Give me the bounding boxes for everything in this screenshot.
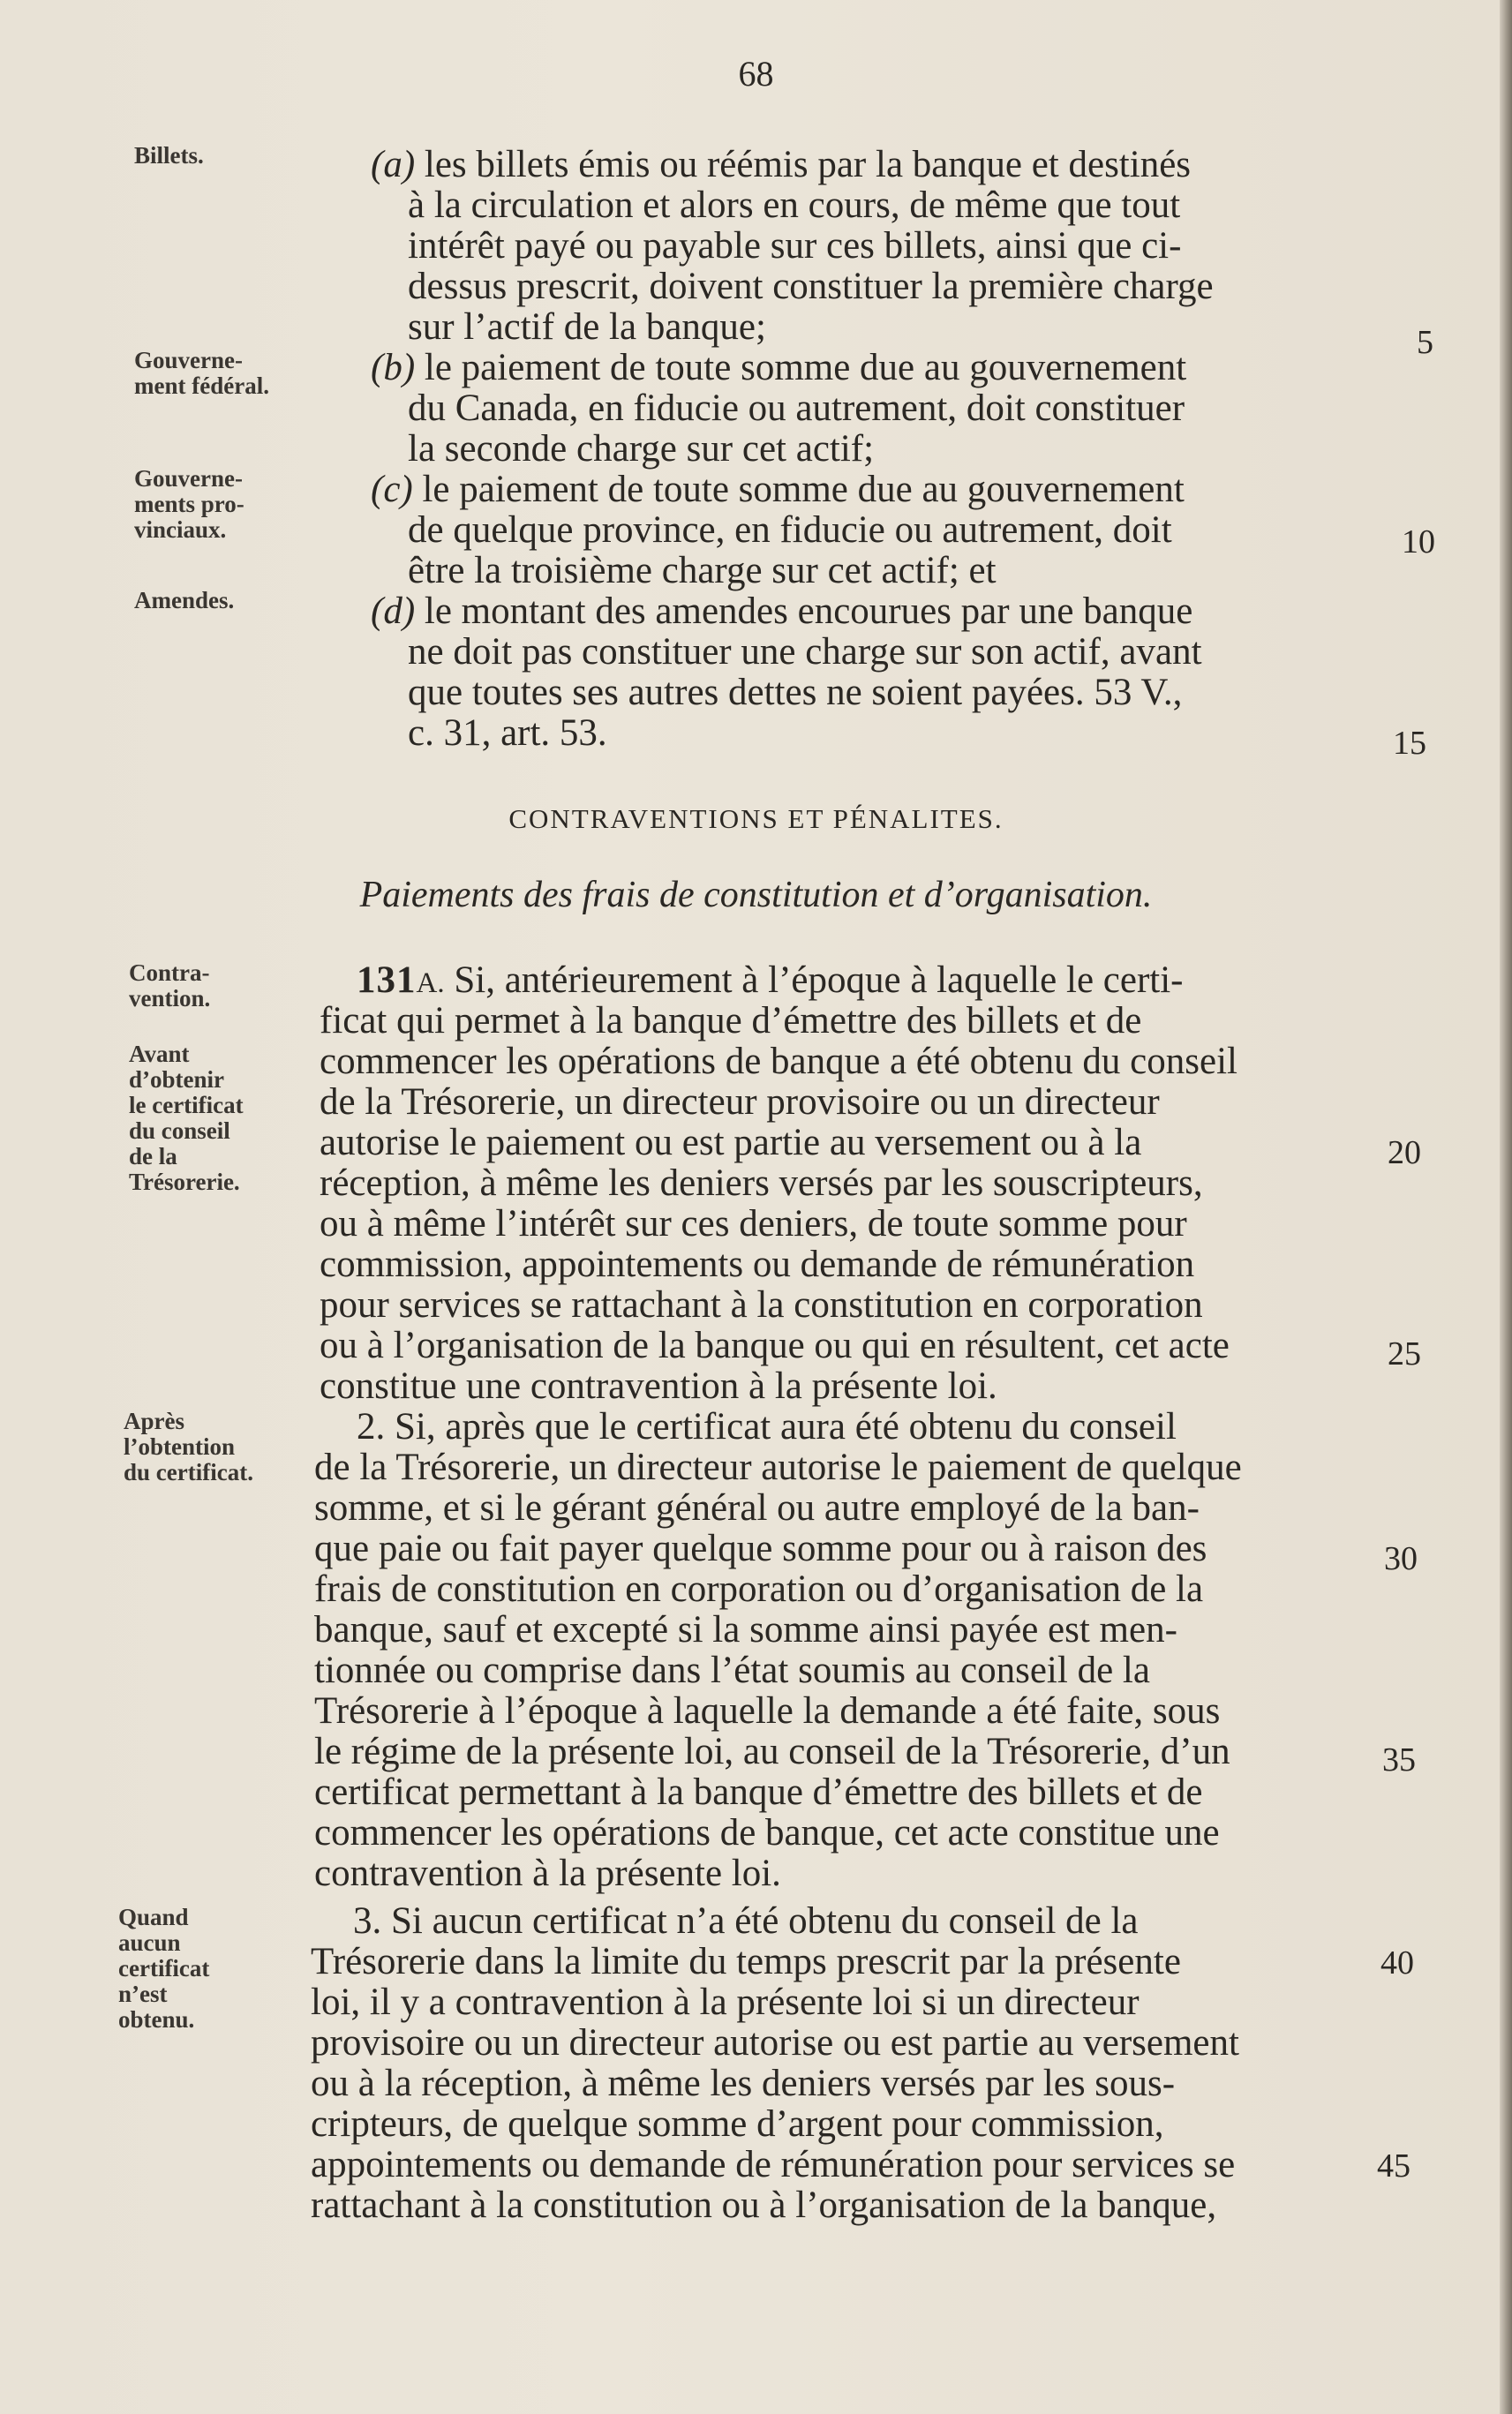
text-line: ne doit pas constituer une charge sur son actif, avant	[408, 631, 1202, 673]
text-line: de la Trésorerie, un directeur provisoire ou un directeur	[320, 1081, 1160, 1123]
margin-note-billets: Billets.	[134, 142, 204, 169]
line-number: 40	[1380, 1944, 1414, 1982]
text-line: contravention à la présente loi.	[314, 1853, 781, 1894]
text-line: certificat permettant à la banque d’émettre des billets et de	[314, 1771, 1203, 1813]
text-line: ou à l’organisation de la banque ou qui en résultent, cet acte	[320, 1325, 1230, 1366]
item-b-text: le paiement de toute somme due au gouvernement	[415, 347, 1187, 388]
line-number: 20	[1388, 1134, 1421, 1171]
margin-note-avant-certificat: Avant d’obtenir le certificat du conseil de la Trésorerie.	[129, 1041, 244, 1195]
text-line: du Canada, en fiducie ou autrement, doit constituer	[408, 387, 1185, 429]
margin-note-amendes: Amendes.	[134, 587, 235, 613]
section-131a-line	[357, 960, 1184, 1004]
text-line: intérêt payé ou payable sur ces billets, ainsi que ci-	[408, 225, 1182, 267]
text-line: commencer les opérations de banque, cet acte constitue une	[314, 1812, 1220, 1854]
text-line: dessus prescrit, doivent constituer la première charge	[408, 266, 1214, 307]
item-a-line	[371, 145, 1191, 185]
line-number: 25	[1388, 1335, 1421, 1372]
subsection-heading: Paiements des frais de constitution et d’organisation.	[359, 875, 1153, 915]
text-line: appointements ou demande de rémunération pour services se	[311, 2144, 1236, 2185]
text-line: commission, appointements ou demande de rémunération	[320, 1244, 1195, 1285]
text-line: que toutes ses autres dettes ne soient payées. 53 V.,	[408, 672, 1183, 713]
margin-note-quand-aucun-certificat: Quand aucun certificat n’est obtenu.	[118, 1904, 210, 2033]
text-line: le régime de la présente loi, au conseil de la Trésorerie, d’un	[314, 1731, 1230, 1772]
text-line: la seconde charge sur cet actif;	[408, 428, 875, 470]
text-line: somme, et si le gérant général ou autre employé de la ban-	[314, 1487, 1200, 1529]
item-d-label: (d)	[371, 590, 416, 632]
text-line: de quelque province, en fiducie ou autrement, doit	[408, 509, 1172, 551]
item-d-text: le montant des amendes encourues par une banque	[415, 590, 1193, 632]
text-line: banque, sauf et excepté si la somme ainsi payée est men-	[314, 1609, 1177, 1651]
line-number: 15	[1393, 725, 1426, 762]
margin-note-gouvernements-provinciaux: Gouverne- ments pro- vinciaux.	[134, 465, 244, 543]
text-line: sur l’actif de la banque;	[408, 306, 766, 348]
margin-note-apres-certificat: Après l’obtention du certificat.	[124, 1408, 253, 1485]
text-line: 2. Si, après que le certificat aura été obtenu du conseil	[357, 1406, 1177, 1448]
item-a-text: les billets émis ou réémis par la banque et destinés	[415, 144, 1192, 185]
text-line: ou à la réception, à même les deniers versés par les sous-	[311, 2063, 1176, 2104]
text-line: frais de constitution en corporation ou d’organisation de la	[314, 1568, 1204, 1610]
text-line: rattachant à la constitution ou à l’organisation de la banque,	[311, 2185, 1217, 2226]
text-line: de la Trésorerie, un directeur autorise le paiement de quelque	[314, 1447, 1242, 1488]
line-number: 45	[1377, 2147, 1410, 2185]
text-line: réception, à même les deniers versés par les souscripteurs,	[320, 1162, 1203, 1204]
text-line: provisoire ou un directeur autorise ou est partie au versement	[311, 2022, 1239, 2064]
text-line: à la circulation et alors en cours, de même que tout	[408, 184, 1181, 226]
text-line: commencer les opérations de banque a été obtenu du conseil	[320, 1041, 1237, 1082]
margin-note-gouvernement-federal: Gouverne- ment fédéral.	[134, 347, 269, 399]
line-number: 5	[1417, 324, 1433, 361]
item-c-label: (c)	[371, 469, 413, 510]
item-c-line	[371, 470, 1185, 510]
text-line: autorise le paiement ou est partie au versement ou à la	[320, 1122, 1142, 1163]
text-line: c. 31, art. 53.	[408, 712, 607, 754]
margin-note-contravention: Contra- vention.	[129, 959, 211, 1011]
section-suffix: A.	[416, 967, 445, 999]
text-line: cripteurs, de quelque somme d’argent pour commission,	[311, 2103, 1164, 2145]
text-line: 3. Si aucun certificat n’a été obtenu du conseil de la	[353, 1900, 1139, 1942]
text-line: Trésorerie à l’époque à laquelle la demande a été faite, sous	[314, 1690, 1221, 1732]
text-line: loi, il y a contravention à la présente loi si un directeur	[311, 1982, 1140, 2023]
text-line: que paie ou fait payer quelque somme pour ou à raison des	[314, 1528, 1207, 1569]
page-edge-shadow	[1500, 0, 1512, 2414]
page-number: 68	[738, 54, 774, 94]
item-b-line	[371, 348, 1186, 388]
text-line: pour services se rattachant à la constitution en corporation	[320, 1284, 1203, 1326]
item-c-text: le paiement de toute somme due au gouvernement	[412, 469, 1185, 510]
section-heading: CONTRAVENTIONS ET PÉNALITES.	[508, 803, 1004, 834]
text-line: constitue une contravention à la présente loi.	[320, 1365, 997, 1407]
item-b-label: (b)	[371, 347, 416, 388]
section-number: 131	[357, 959, 417, 1001]
item-a-label: (a)	[371, 144, 416, 185]
text-line: ficat qui permet à la banque d’émettre des billets et de	[320, 1000, 1142, 1042]
item-d-line	[371, 591, 1192, 632]
line-number: 10	[1402, 523, 1435, 560]
text-line: ou à même l’intérêt sur ces deniers, de toute somme pour	[320, 1203, 1187, 1245]
line-number: 30	[1384, 1540, 1418, 1577]
text-line: Trésorerie dans la limite du temps prescrit par la présente	[311, 1941, 1181, 1982]
line-number: 35	[1382, 1741, 1416, 1779]
text-line: être la troisième charge sur cet actif; et	[408, 550, 997, 591]
section-first-line: Si, antérieurement à l’époque à laquelle le certi-	[444, 959, 1184, 1001]
text-line: tionnée ou comprise dans l’état soumis au conseil de la	[314, 1650, 1150, 1691]
